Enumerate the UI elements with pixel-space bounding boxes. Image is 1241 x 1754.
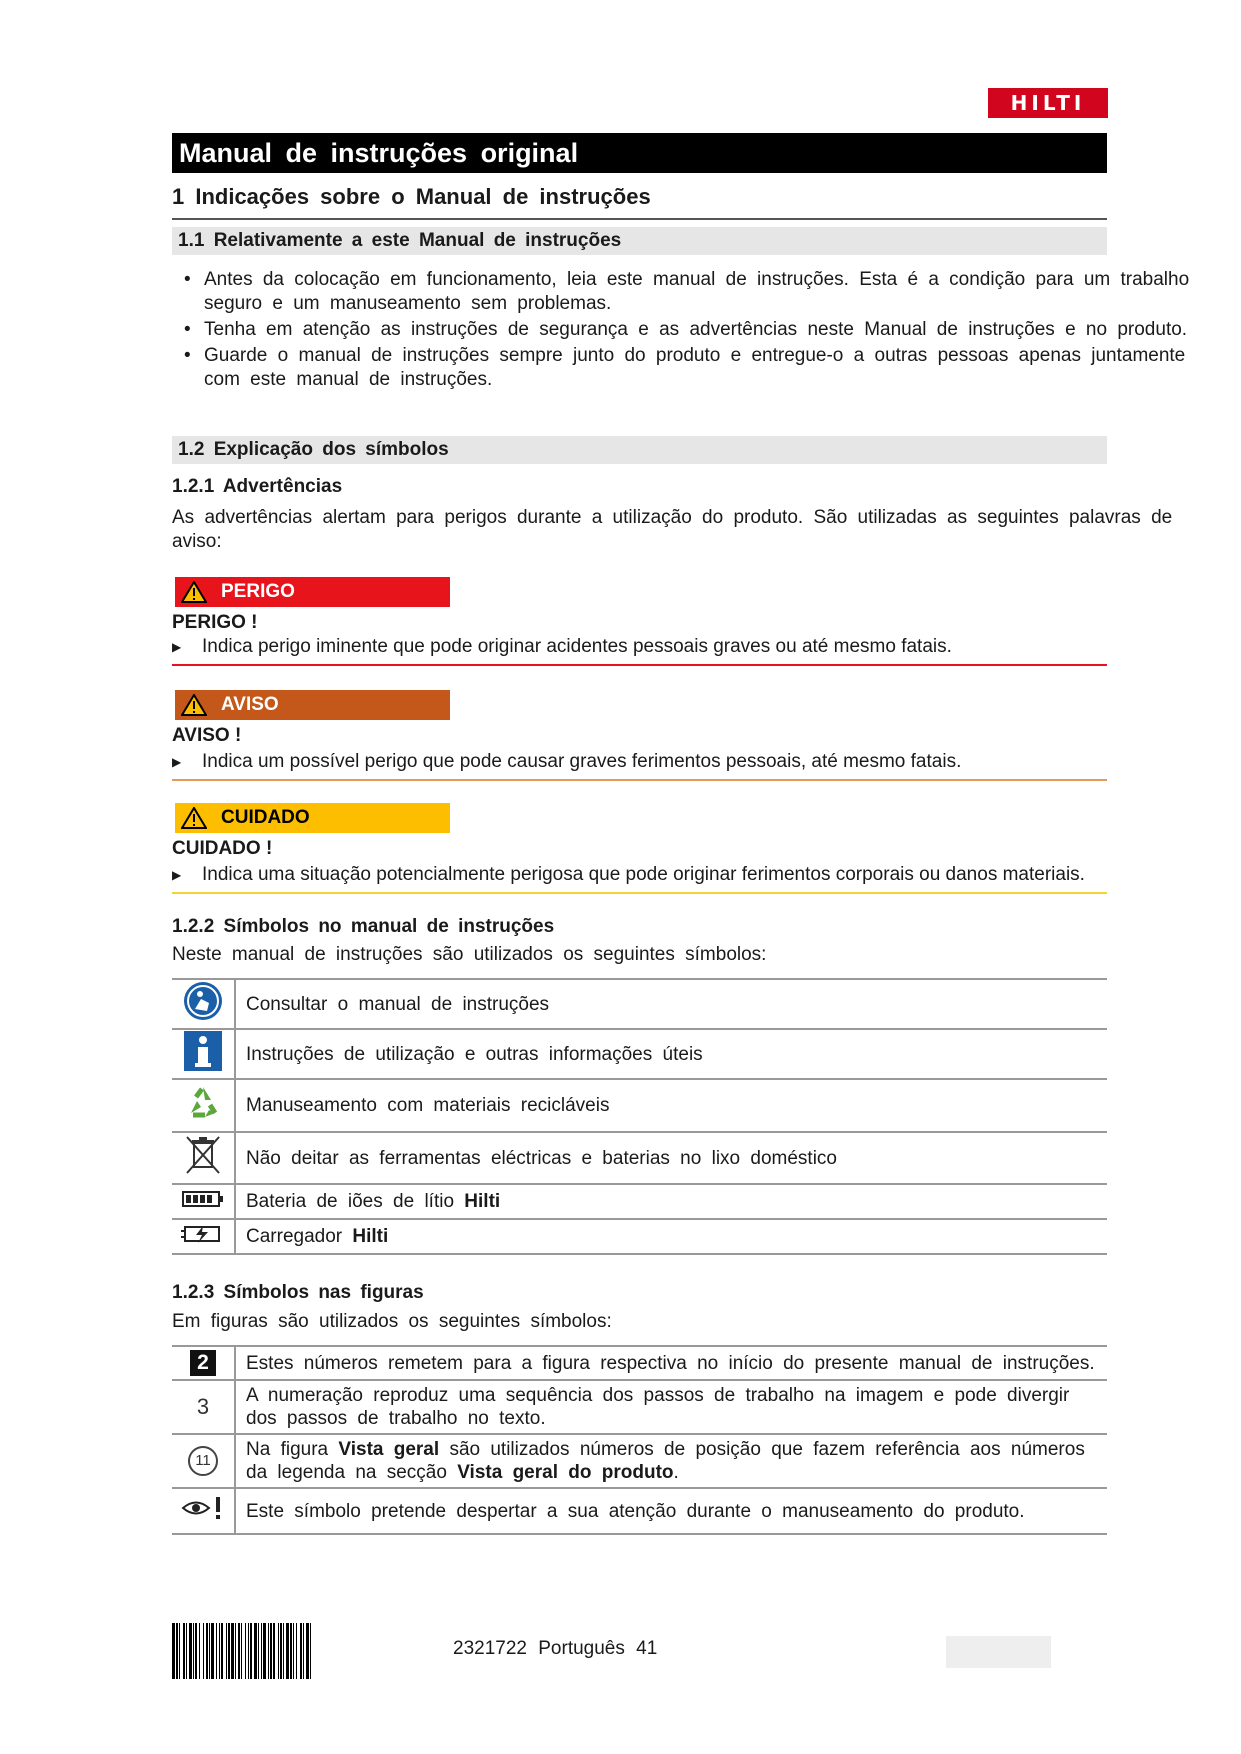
arrow-icon: ▶ — [172, 867, 182, 882]
signal-panel-aviso — [175, 690, 450, 720]
text-part: . — [673, 1462, 679, 1483]
figure-number: 2 — [190, 1350, 216, 1376]
signal-panel-cuidado — [175, 803, 450, 833]
symbols-table — [172, 978, 1107, 1255]
logo-text: HILTI — [1010, 91, 1086, 115]
figures-intro: Em figuras são utilizados os seguintes símbolos: — [172, 1311, 612, 1332]
symbol-description: Estes números remetem para a figura respectiva no início do presente manual de instruções. — [235, 1346, 1107, 1380]
position-number: 11 — [188, 1446, 218, 1476]
symbol-description: Não deitar as ferramentas eléctricas e baterias no lixo doméstico — [235, 1132, 1107, 1184]
brand-name: Hilti — [464, 1191, 501, 1212]
table-row — [172, 979, 1107, 1029]
table-row — [172, 1219, 1107, 1254]
signal-word: CUIDADO ! — [172, 838, 273, 859]
signal-description — [172, 864, 1107, 894]
list-item: • Guarde o manual de instruções sempre junto do produto e entregue-o a outras pessoas apenas juntamente com este manual de instruções. — [172, 344, 1192, 392]
signal-description-text: Indica um possível perigo que pode causar graves ferimentos pessoais, até mesmo fatais. — [202, 751, 962, 772]
bold-part: Vista geral do produto — [457, 1462, 674, 1483]
signal-word: AVISO ! — [172, 725, 242, 746]
signal-label: PERIGO — [221, 581, 295, 602]
signal-description-text: Indica uma situação potencialmente perigosa que pode originar ferimentos corporais ou danos materiais. — [202, 864, 1085, 885]
manual-icon — [172, 979, 235, 1029]
symbol-description — [235, 1219, 1107, 1254]
table-row — [172, 1380, 1107, 1434]
section-heading-1-2-2: 1.2.2 Símbolos no manual de instruções — [172, 916, 555, 937]
bold-part: Vista geral — [338, 1439, 440, 1460]
bullet-list — [172, 268, 1192, 394]
section-heading-1-2-3: 1.2.3 Símbolos nas figuras — [172, 1282, 424, 1303]
symbol-description: Este símbolo pretende despertar a sua atenção durante o manuseamento do produto. — [235, 1488, 1107, 1534]
recycle-icon — [172, 1079, 235, 1132]
charger-icon — [172, 1219, 235, 1254]
section-heading-1-2: 1.2 Explicação dos símbolos — [172, 436, 1107, 464]
list-item: • Antes da colocação em funcionamento, leia este manual de instruções. Esta é a condição para um trabalho seguro e um manuseamento sem problemas. — [172, 268, 1192, 316]
table-row — [172, 1029, 1107, 1079]
position-number-icon — [172, 1434, 235, 1488]
signal-description — [172, 751, 1107, 781]
symbol-description: Manuseamento com materiais recicláveis — [235, 1079, 1107, 1132]
warning-triangle-icon — [181, 581, 209, 603]
signal-label: CUIDADO — [221, 807, 310, 828]
battery-icon — [172, 1184, 235, 1219]
list-item: • Tenha em atenção as instruções de segurança e as advertências neste Manual de instruções e no produto. — [172, 318, 1192, 342]
warning-triangle-icon — [181, 807, 209, 829]
table-row — [172, 1346, 1107, 1380]
figure-number-icon — [172, 1346, 235, 1380]
table-row — [172, 1079, 1107, 1132]
barcode — [172, 1623, 428, 1679]
signal-word: PERIGO ! — [172, 612, 258, 633]
page-title: Manual de instruções original — [172, 133, 1107, 173]
symbol-description — [235, 1184, 1107, 1219]
signal-label: AVISO — [221, 694, 279, 715]
signal-panel-perigo — [175, 577, 450, 607]
signal-description — [172, 636, 1107, 666]
step-number: 3 — [196, 1394, 210, 1419]
arrow-icon: ▶ — [172, 639, 182, 654]
text-part: Na figura — [246, 1439, 329, 1460]
footer-text: 2321722 Português 41 — [453, 1638, 658, 1659]
warning-triangle-icon — [181, 694, 209, 716]
info-icon — [172, 1029, 235, 1079]
hilti-logo — [988, 88, 1108, 118]
symbol-description: A numeração reproduz uma sequência dos passos de trabalho na imagem e pode divergir dos passos de trabalho no texto. — [235, 1380, 1107, 1434]
step-number-icon — [172, 1380, 235, 1434]
table-row — [172, 1132, 1107, 1184]
symbols-intro: Neste manual de instruções são utilizados os seguintes símbolos: — [172, 944, 767, 965]
warnings-intro: As advertências alertam para perigos durante a utilização do produto. São utilizadas as seguintes palavras de aviso: — [172, 507, 1173, 552]
footer-box — [946, 1636, 1051, 1668]
charger-label: Carregador — [246, 1226, 343, 1247]
table-row — [172, 1488, 1107, 1534]
arrow-icon: ▶ — [172, 754, 182, 769]
table-row — [172, 1184, 1107, 1219]
symbol-description — [235, 1434, 1107, 1488]
brand-name: Hilti — [352, 1226, 389, 1247]
section-heading-1-2-1: 1.2.1 Advertências — [172, 476, 343, 497]
crossed-bin-icon — [172, 1132, 235, 1184]
text-part: são utilizados números de posição que fazem referência aos números da legenda na secção — [246, 1439, 1085, 1483]
section-heading-1: 1 Indicações sobre o Manual de instruções — [172, 184, 1107, 220]
symbol-description: Consultar o manual de instruções — [235, 979, 1107, 1029]
table-row — [172, 1434, 1107, 1488]
symbol-description: Instruções de utilização e outras informações úteis — [235, 1029, 1107, 1079]
signal-description-text: Indica perigo iminente que pode originar acidentes pessoais graves ou até mesmo fatais. — [202, 636, 952, 657]
figure-symbols-table — [172, 1345, 1107, 1535]
section-heading-1-1: 1.1 Relativamente a este Manual de instruções — [172, 227, 1107, 255]
battery-label: Bateria de iões de lítio — [246, 1191, 455, 1212]
attention-eye-icon — [172, 1488, 235, 1534]
